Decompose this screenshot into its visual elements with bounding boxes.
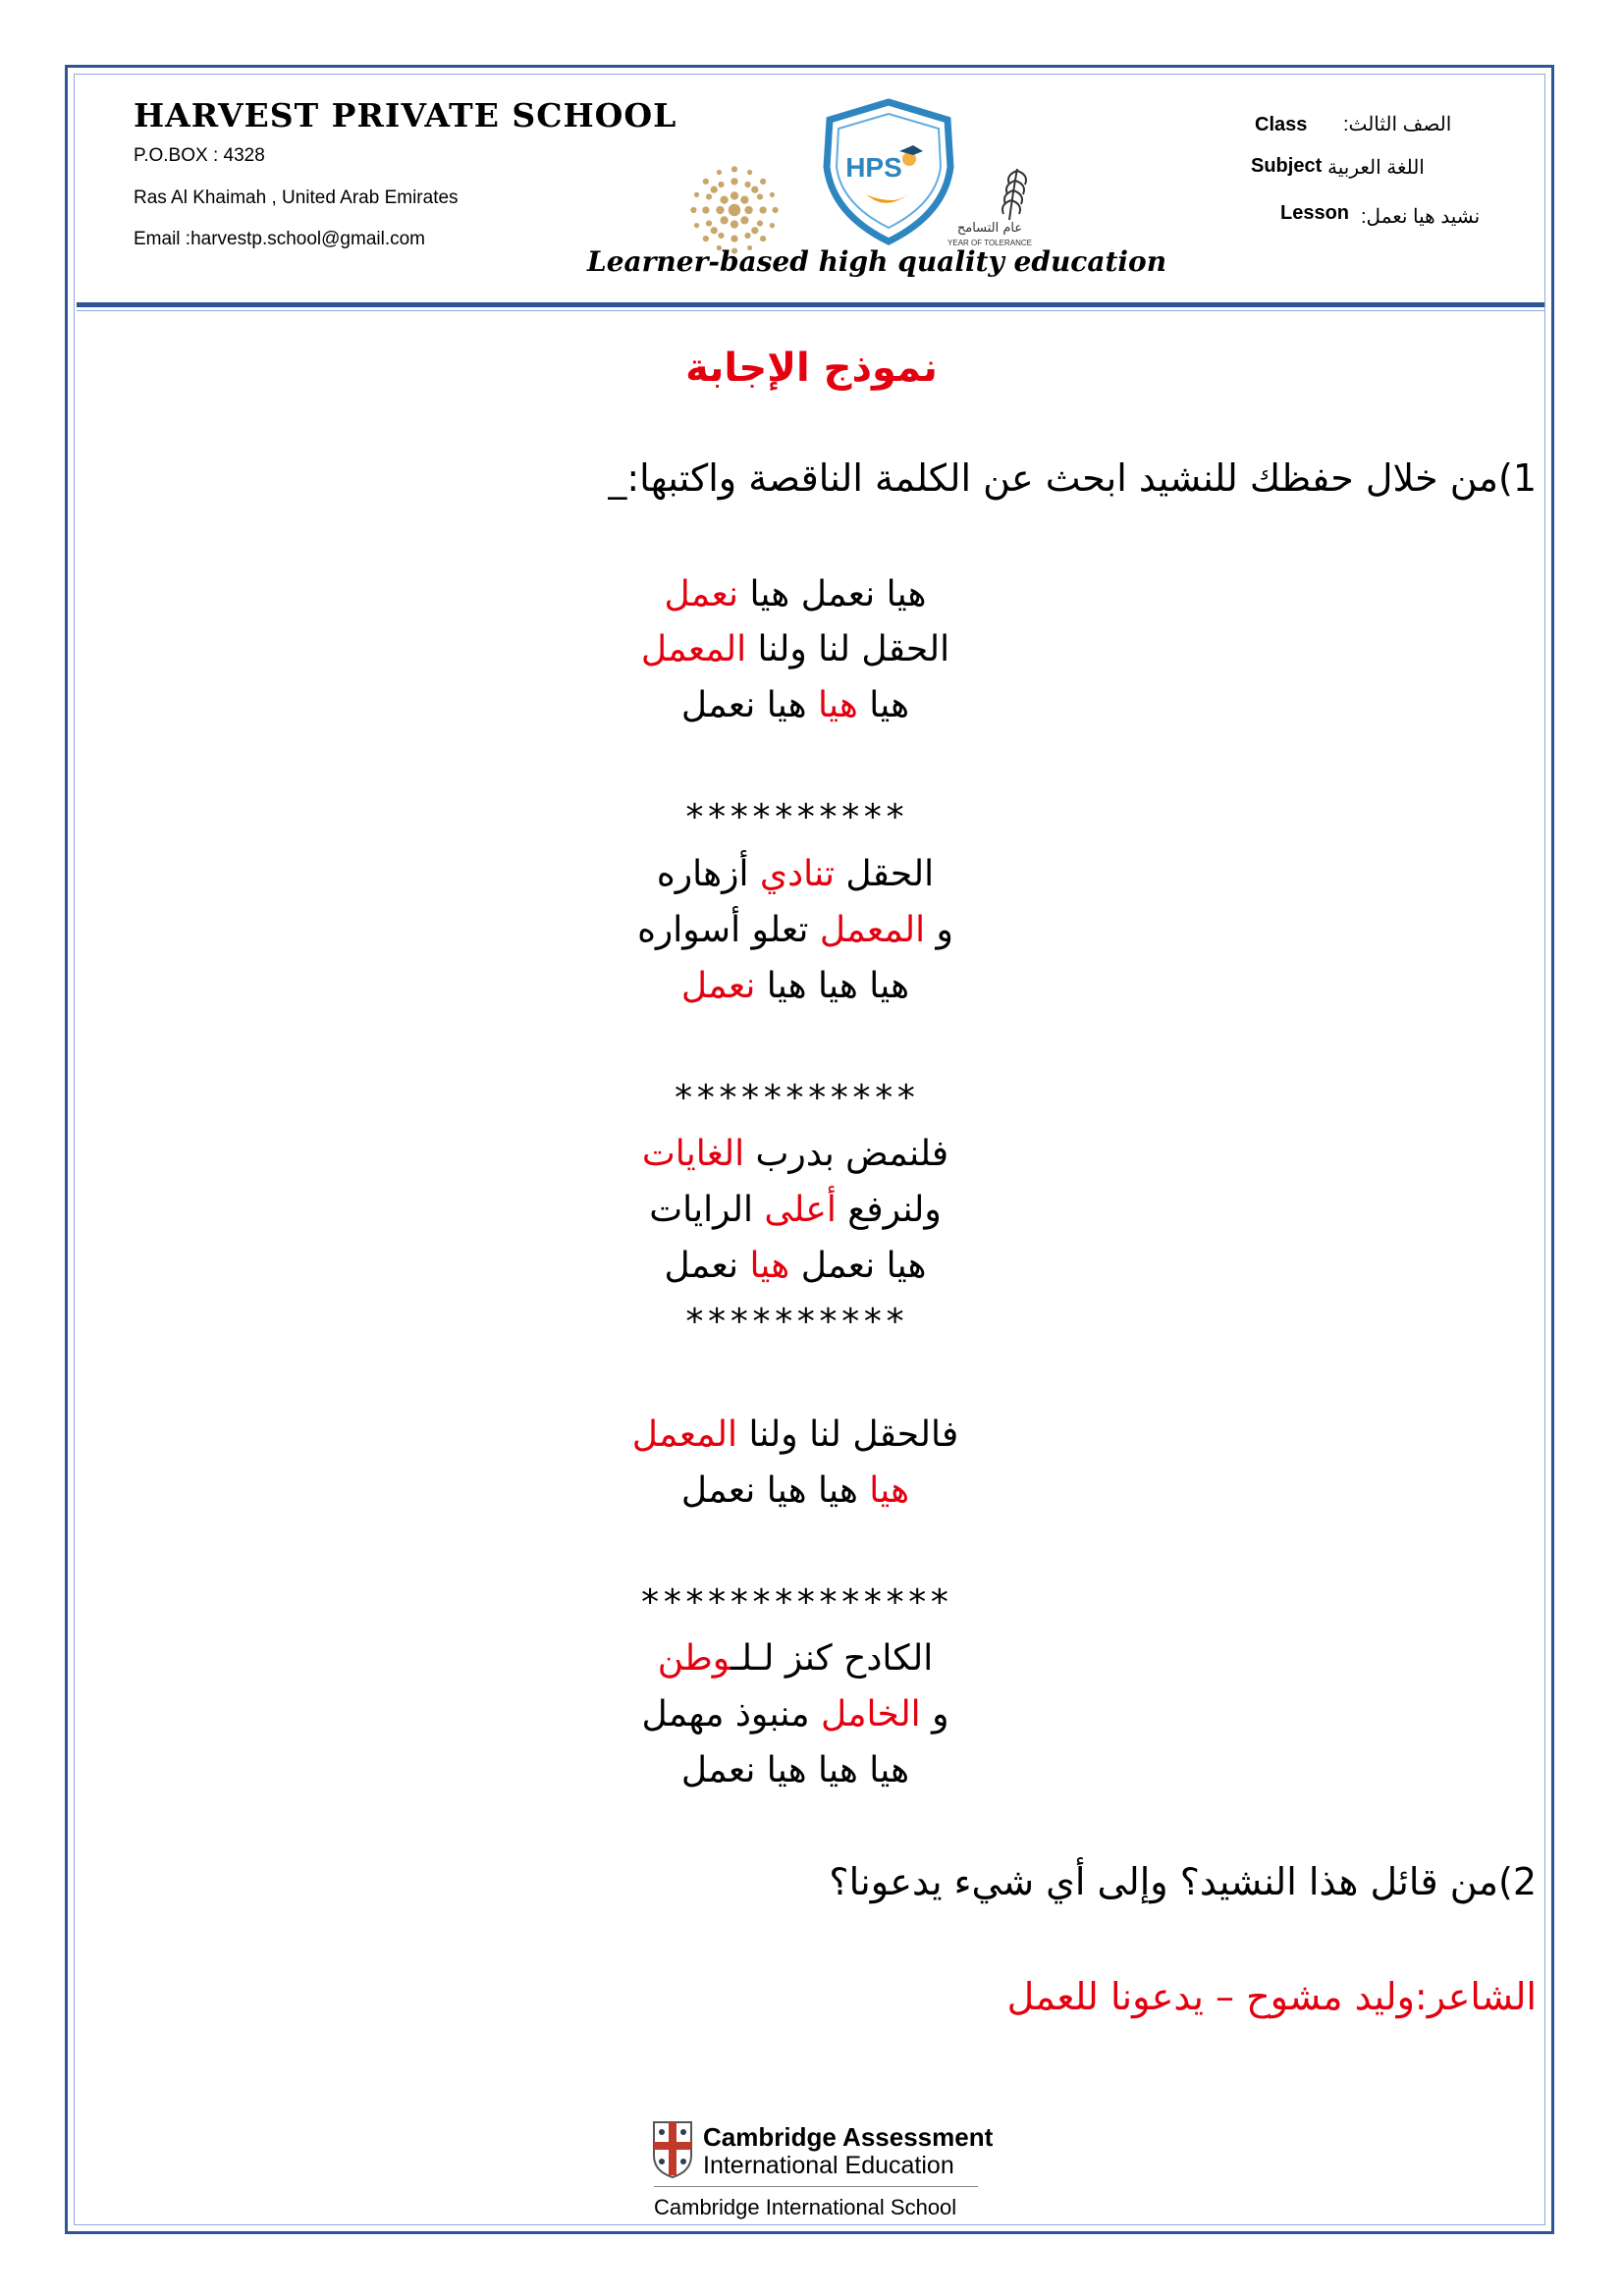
poem-line xyxy=(442,1694,1149,1735)
poem-text: تعلو أسواره xyxy=(637,910,820,950)
answer-word: نعمل xyxy=(680,966,756,1006)
poem-text: ولنرفع xyxy=(836,1190,942,1230)
stanza-separator: *********** xyxy=(673,1078,918,1118)
answer-word: الغايات xyxy=(641,1134,745,1174)
answer-word: المعمل xyxy=(640,629,747,669)
subject-label: Subject xyxy=(1251,155,1323,177)
poem-text: الرايات xyxy=(649,1190,765,1230)
answer-2: الشاعر:وليد مشوح – يدعونا للعمل xyxy=(1006,1975,1537,2018)
poem-text: فالحقل لنا ولنا xyxy=(737,1415,959,1455)
stanza-separator: ********** xyxy=(683,797,907,837)
poem-text: هيا نعمل xyxy=(680,685,819,725)
cambridge-shield-icon xyxy=(652,2120,693,2179)
cambridge-line-2: International Education xyxy=(703,2152,954,2179)
question-1: 1)من خلال حفظك للنشيد ابحث عن الكلمة الناقصة واكتبها:_ xyxy=(608,456,1537,500)
answer-word: الخامل xyxy=(820,1694,921,1735)
poem-text: الكادح كنز لـلـ xyxy=(730,1638,934,1679)
lesson-value: نشيد هيا نعمل: xyxy=(1361,206,1481,228)
poem-line xyxy=(442,966,1149,1006)
cambridge-line-3: Cambridge International School xyxy=(654,2195,957,2219)
tolerance-english: YEAR OF TOLERANCE xyxy=(947,239,1032,247)
answer-word: نعمل xyxy=(664,574,739,614)
subject-value: اللغة العربية xyxy=(1327,157,1425,179)
poem-line xyxy=(442,1246,1149,1286)
question-2: 2)من قائل هذا النشيد؟ وإلى أي شيء يدعونا؟ xyxy=(829,1860,1537,1903)
cambridge-line-1: Cambridge Assessment xyxy=(703,2122,994,2152)
year-of-tolerance-logo-icon xyxy=(919,161,1056,259)
poem-line xyxy=(442,629,1149,669)
header-divider xyxy=(77,302,1544,307)
shield-text: HPS xyxy=(845,152,902,183)
tolerance-arabic: عام التسامح xyxy=(956,221,1023,236)
poem-line xyxy=(442,1415,1149,1455)
lesson-label: Lesson xyxy=(1280,202,1350,224)
poem-text: نعمل xyxy=(664,1246,750,1286)
stanza-separator: ********** xyxy=(683,1302,907,1342)
poem-text: فلنمض بدرب xyxy=(744,1134,949,1174)
poem-line xyxy=(442,910,1149,950)
answer-word: المعمل xyxy=(819,910,926,950)
school-name: HARVEST PRIVATE SCHOOL xyxy=(134,96,677,134)
poem-text: هيا xyxy=(857,685,910,725)
answer-word: أعلى xyxy=(764,1190,837,1230)
poem-line xyxy=(442,1134,1149,1174)
poem-line xyxy=(442,1190,1149,1230)
poem-line xyxy=(442,1750,1149,1790)
answer-word: هيا xyxy=(818,685,858,725)
stanza-separator: ************** xyxy=(639,1582,951,1623)
answer-word: تنادي xyxy=(759,854,835,894)
poem-line xyxy=(442,1470,1149,1511)
school-tagline: Learner-based high quality education xyxy=(587,245,1167,278)
poem-line xyxy=(442,1638,1149,1679)
school-email: Email :harvestp.school@gmail.com xyxy=(134,229,426,249)
poem-text: هيا نعمل هيا xyxy=(738,574,927,614)
poem-line xyxy=(442,574,1149,614)
answer-word: هيا xyxy=(869,1470,910,1511)
answer-word: هيا xyxy=(749,1246,790,1286)
poem-text: منبوذ مهمل xyxy=(641,1694,821,1735)
poem-text: الحقل xyxy=(834,854,935,894)
poem-text: الحقل لنا ولنا xyxy=(746,629,950,669)
poem-text: و xyxy=(925,910,953,950)
class-value: الصف الثالث: xyxy=(1343,114,1452,135)
poem-text: و xyxy=(920,1694,949,1735)
page-title: نموذج الإجابة xyxy=(685,346,938,391)
poem-text: أزهاره xyxy=(656,854,760,894)
poem-line xyxy=(442,854,1149,894)
letterhead xyxy=(77,77,1544,302)
poem-text: هيا نعمل xyxy=(789,1246,927,1286)
answer-word: وطن xyxy=(657,1638,731,1679)
header-divider-thin xyxy=(77,310,1544,311)
class-label: Class xyxy=(1255,114,1308,135)
poem-text: هيا هيا نعمل xyxy=(680,1470,870,1511)
answer-word: المعمل xyxy=(631,1415,738,1455)
cambridge-divider xyxy=(654,2186,978,2187)
poem-line xyxy=(442,685,1149,725)
poem-text: هيا هيا هيا نعمل xyxy=(680,1750,910,1790)
po-box: P.O.BOX : 4328 xyxy=(134,145,265,166)
poem-text: هيا هيا هيا xyxy=(755,966,910,1006)
school-location: Ras Al Khaimah , United Arab Emirates xyxy=(134,187,459,208)
